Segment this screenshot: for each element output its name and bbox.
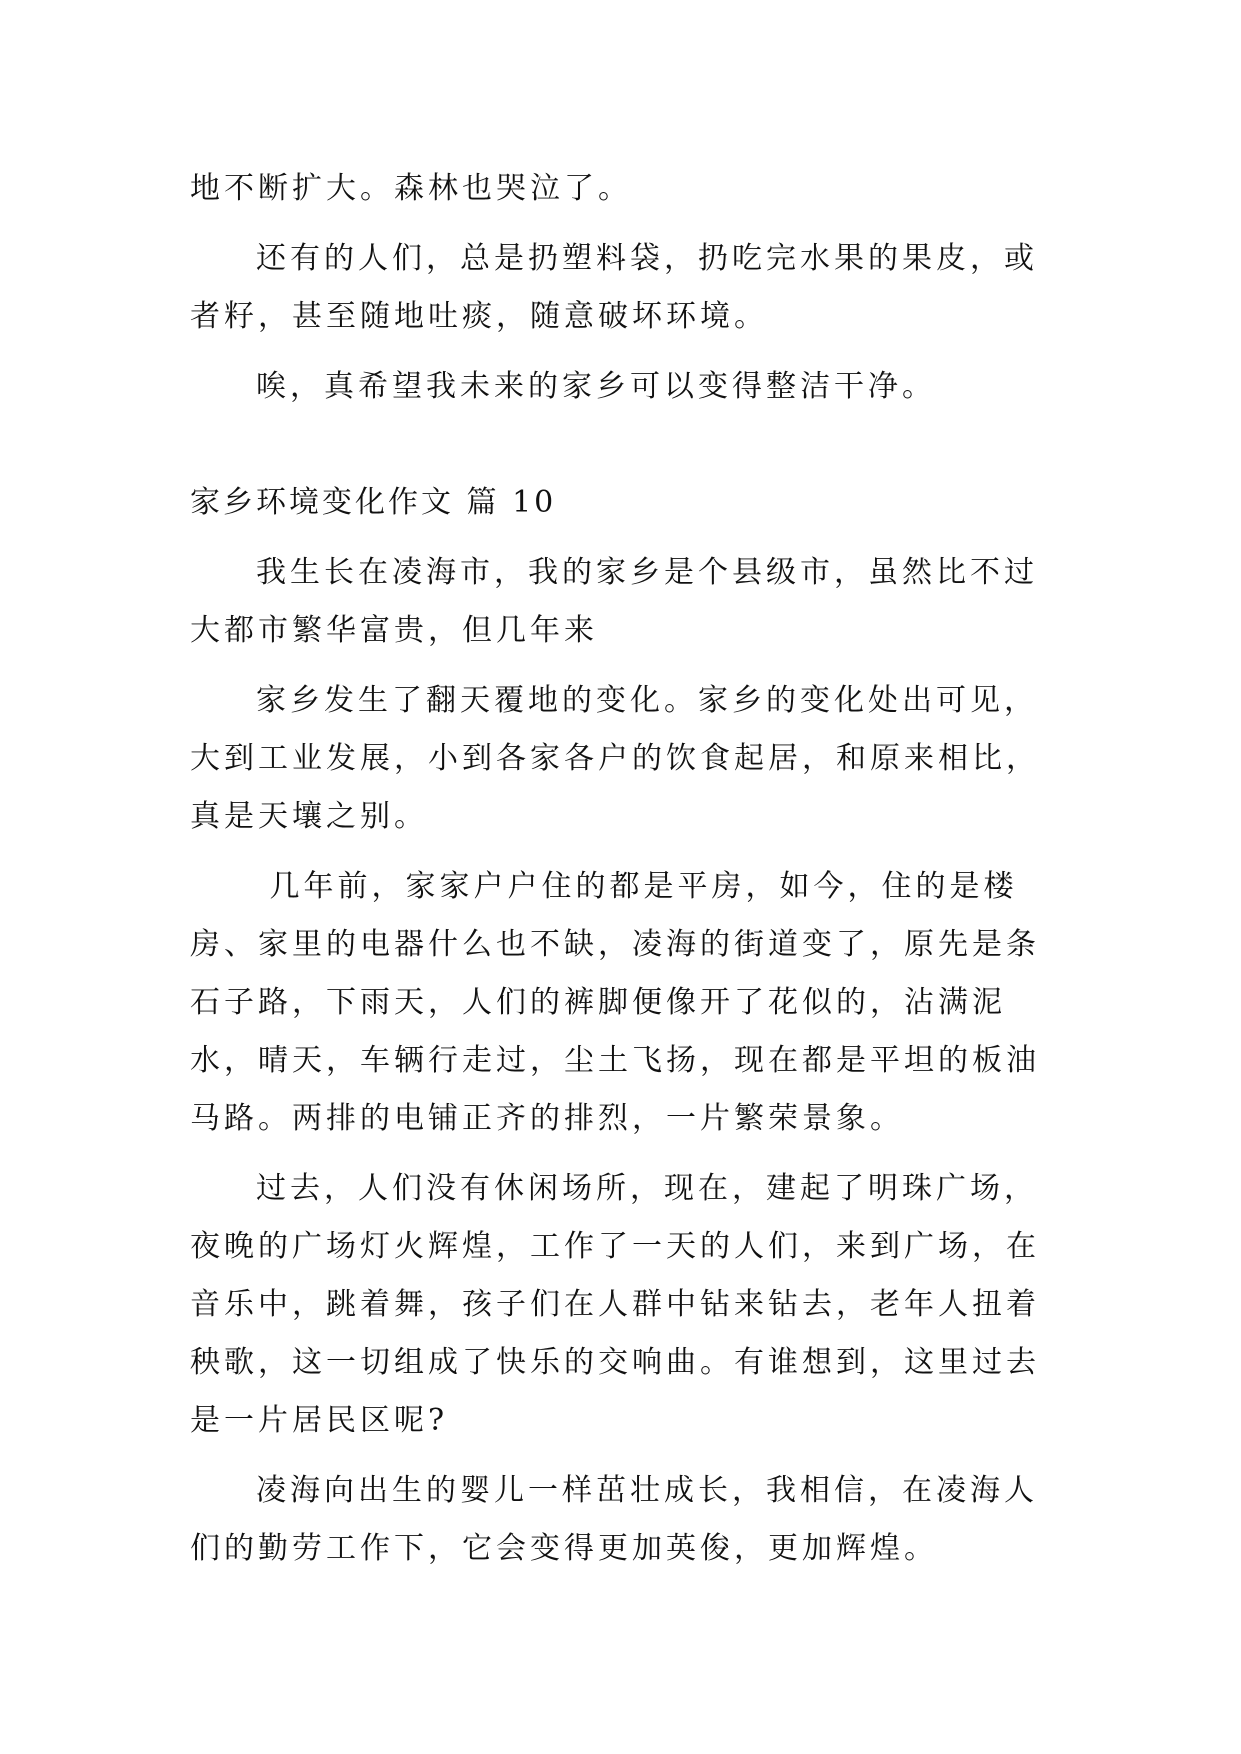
paragraph-8: 凌海向出生的婴儿一样茁壮成长，我相信，在凌海人们的勤劳工作下，它会变得更加英俊，更加辉煌。 [190,1473,1038,1566]
section-title: 家乡环境变化作文 篇 10 [190,485,557,520]
paragraph-7: 过去，人们没有休闲场所，现在，建起了明珠广场，夜晚的广场灯火辉煌，工作了一天的人们，来到广场，在音乐中，跳着舞，孩子们在人群中钻来钻去，老年人扭着秧歌，这一切组成了快乐的交响曲。有谁想到，这里过去是一片居民区呢? [190,1171,1040,1438]
paragraph-4: 我生长在凌海市，我的家乡是个县级市，虽然比不过大都市繁华富贵，但几年来 [190,555,1038,648]
paragraph-5: 家乡发生了翻天覆地的变化。家乡的变化处出可见，大到工业发展，小到各家各户的饮食起居，和原来相比，真是天壤之别。 [190,683,1040,834]
paragraph-6: 几年前，家家户户住的都是平房，如今，住的是楼房、家里的电器什么也不缺，凌海的街道变了，原先是条石子路，下雨天，人们的裤脚便像开了花似的，沾满泥水，晴天，车辆行走过，尘土飞扬，现在都是平坦的板油马路。两排的电铺正齐的排烈，一片繁荣景象。 [190,869,1040,1136]
document-body [190,160,1060,1578]
paragraph-3: 唉，真希望我未来的家乡可以变得整洁干净。 [256,369,936,404]
paragraph-2: 还有的人们，总是扔塑料袋，扔吃完水果的果皮，或者籽，甚至随地吐痰，随意破坏环境。 [190,241,1038,334]
paragraph-1: 地不断扩大。森林也哭泣了。 [190,171,632,206]
